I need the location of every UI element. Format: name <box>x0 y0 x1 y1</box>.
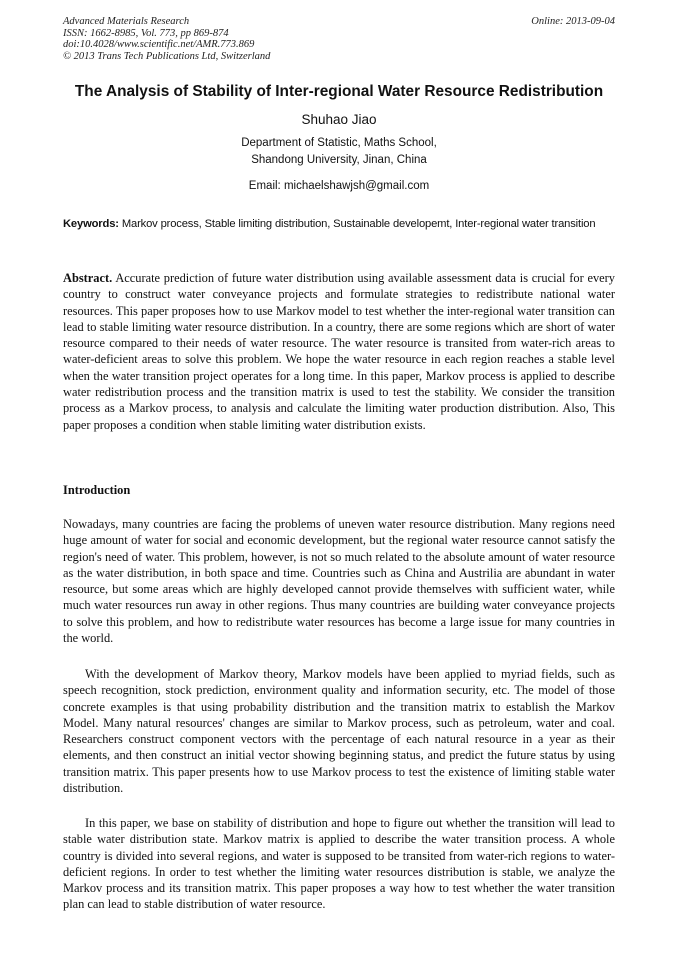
issn-line: ISSN: 1662-8985, Vol. 773, pp 869-874 <box>63 27 229 39</box>
paper-title: The Analysis of Stability of Inter-regional Water Resource Redistribution <box>74 83 604 100</box>
intro-paragraph-1: Nowadays, many countries are facing the problems of uneven water resource distribution. Many regions need huge amount of water for social and economic development, but the regional water resource cannot satisfy the region's need of water. This problem, however, is not so much related to the absolute amount of water resource as the water distribution, in both space and time. Countries such as China and Austrilia are abundant in water resource, but some areas which are highly developed cannot provide themselves with sufficient water, while much water resources run away in other regions. Thus many countries are building water conveyance projects to solve this problem, and how to redistribute water resources has become a large issue for many countries in the world. <box>63 517 615 646</box>
keywords <box>63 216 615 233</box>
intro-paragraph-3: In this paper, we base on stability of distribution and hope to figure out whether the transition will lead to stable water distribution state. Markov matrix is applied to describe the water transition process. A whole country is divided into several regions, and water is supposed to be transited from water-rich regions to water-deficient regions. In order to test whether the limiting water resources distribution is stable, we analyze the Markov process and its transition matrix. This paper proposes a way how to test whether the water transition plan can lead to stable distribution of water resource. <box>63 816 615 912</box>
doi-line: doi:10.4028/www.scientific.net/AMR.773.869 <box>63 39 255 50</box>
keywords-text: Markov process, Stable limiting distribution, Sustainable developemt, Inter-regional water transition <box>121 218 596 230</box>
abstract-label: Abstract. <box>63 271 113 285</box>
affiliation <box>0 135 678 168</box>
intro-paragraph-2: With the development of Markov theory, Markov models have been applied to myriad fields, such as speech recognition, stock prediction, environment quality and information security, etc. The model of those concrete examples is that using probability distribution and the transition matrix to establish the Markov Model. Many natural resources' changes are similar to Markov process, such as petroleum, water and coal. Researchers construct component vectors with the percentage of each natural resource in a year as their elements, and then construct an initial vector showing beginning status, and predict the future status by using transition matrix. This paper presents how to use Markov process to test the existence of limiting stable water distribution. <box>63 667 615 796</box>
online-date: Online: 2013-09-04 <box>531 16 615 27</box>
keywords-label: Keywords: <box>63 218 119 230</box>
author-name: Shuhao Jiao <box>301 112 377 127</box>
section-heading-introduction: Introduction <box>63 483 131 497</box>
journal-name: Advanced Materials Research <box>63 16 190 27</box>
abstract <box>63 270 615 433</box>
affiliation-line-2: Shandong University, Jinan, China <box>251 153 427 166</box>
abstract-text: Accurate prediction of future water distribution using available assessment data is crucial for every country to construct water conveyance projects and formulate strategies to redistribute national water resources. This paper proposes how to use Markov model to test whether the inter-regional water transition can lead to stable limiting water resource distribution. In a country, there are some regions which are short of water resource compared to their needs of water resource. The water resource is transited from water-rich areas to water-deficient areas to solve this problem. We hope the water resource in each region reaches a stable level when the water transition project operates for a long time. In this paper, Markov process is applied to describe water redistribution process and the transition matrix is used to test the stability. We consider the transition process as a Markov process, to analysis and calculate the limiting water production distribution. Also, This paper proposes a condition when stable limiting water distribution exists. <box>63 271 615 432</box>
author-email: Email: michaelshawjsh@gmail.com <box>248 180 430 192</box>
journal-header <box>63 16 270 62</box>
copyright-line: © 2013 Trans Tech Publications Ltd, Switzerland <box>63 50 271 62</box>
affiliation-line-1: Department of Statistic, Maths School, <box>241 137 437 149</box>
